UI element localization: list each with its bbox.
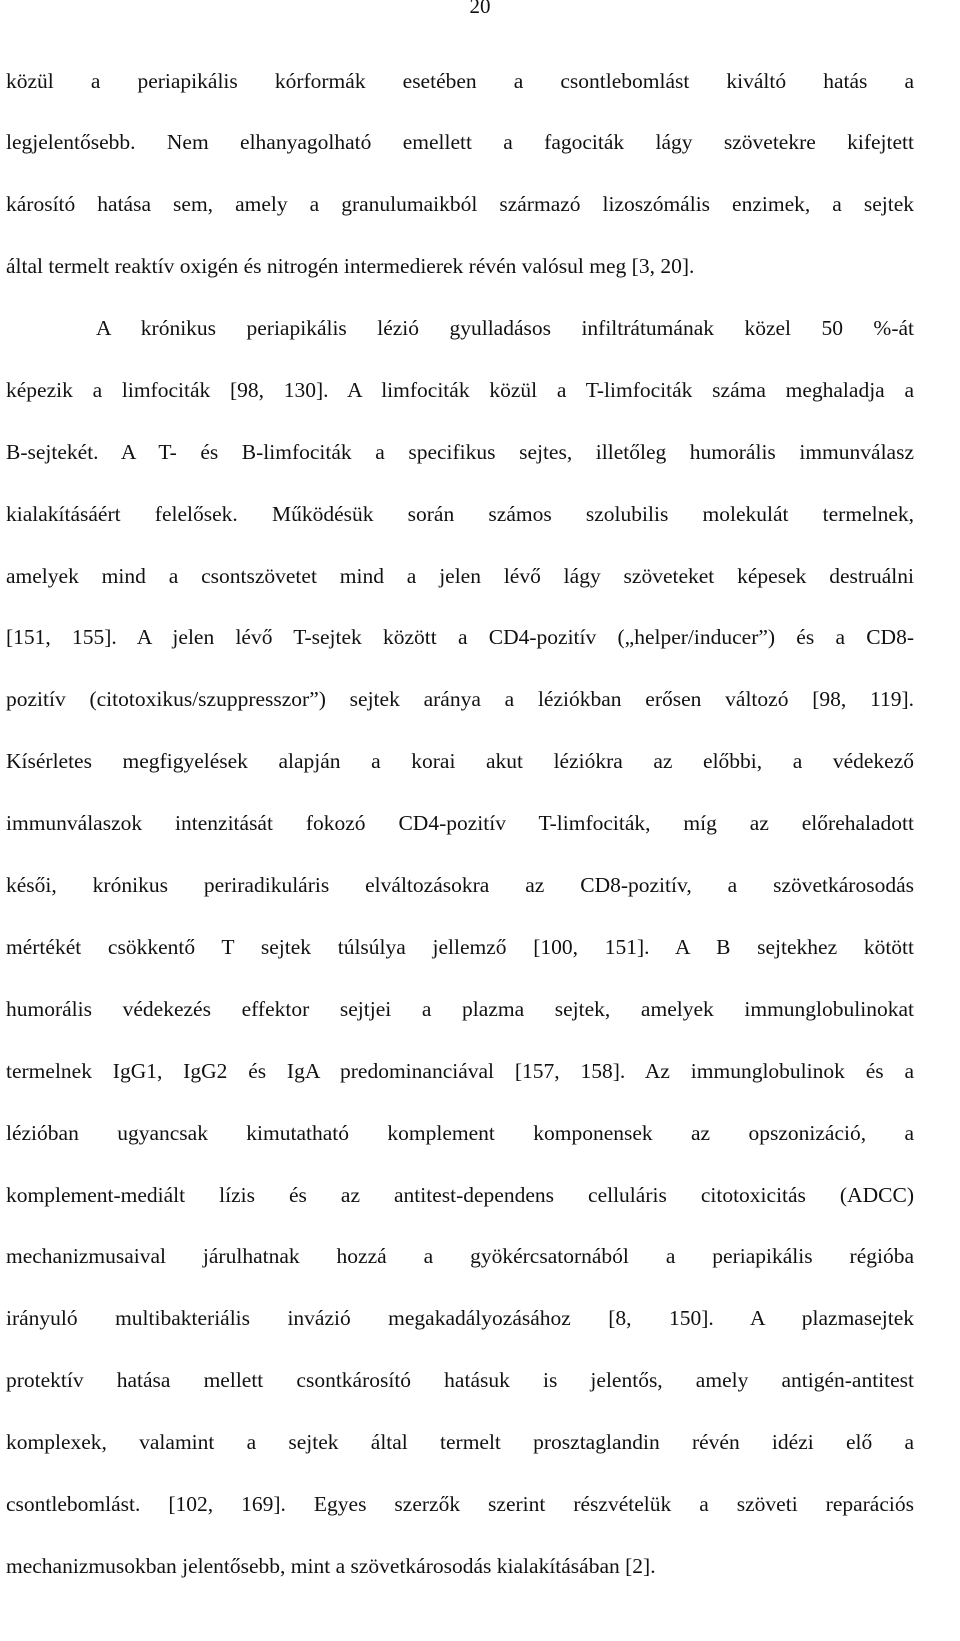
text-line: mechanizmusokban jelentősebb, mint a szövetkárosodás kialakításában [2].: [6, 1554, 656, 1578]
text-line: lézióban ugyancsak kimutatható komplement komponensek az opszonizáció, a: [6, 1121, 914, 1145]
text-line: kialakításáért felelősek. Működésük során számos szolubilis molekulát termelnek,: [6, 502, 914, 526]
text-line: B-sejtekét. A T- és B-limfociták a specifikus sejtes, illetőleg humorális immunválasz: [6, 440, 914, 464]
text-line: humorális védekezés effektor sejtjei a plazma sejtek, amelyek immunglobulinokat: [6, 997, 914, 1021]
text-line: csontlebomlást. [102, 169]. Egyes szerzők szerint részvételük a szöveti reparációs: [6, 1492, 914, 1516]
page-number: 20: [469, 0, 491, 18]
text-line: immunválaszok intenzitását fokozó CD4-pozitív T-limfociták, míg az előrehaladott: [6, 811, 914, 835]
text-line: [151, 155]. A jelen lévő T-sejtek között a CD4-pozitív („helper/inducer”) és a CD8-: [6, 625, 914, 649]
text-line: irányuló multibakteriális invázió megakadályozásához [8, 150]. A plazmasejtek: [6, 1306, 914, 1330]
text-line: közül a periapikális kórformák esetében a csontlebomlást kiváltó hatás a: [6, 69, 914, 93]
text-line: amelyek mind a csontszövetet mind a jelen lévő lágy szöveteket képesek destruálni: [6, 564, 914, 588]
text-line: képezik a limfociták [98, 130]. A limfociták közül a T-limfociták száma meghaladja a: [6, 378, 914, 402]
text-line: által termelt reaktív oxigén és nitrogén intermedierek révén valósul meg [3, 20].: [6, 254, 695, 278]
text-line: komplement-mediált lízis és az antitest-dependens celluláris citotoxicitás (ADCC): [6, 1183, 914, 1207]
text-line: pozitív (citotoxikus/szuppresszor”) sejtek aránya a léziókban erősen változó [98, 119].: [6, 687, 914, 711]
text-line: késői, krónikus periradikuláris elváltozásokra az CD8-pozitív, a szövetkárosodás: [6, 873, 914, 897]
text-line: mechanizmusaival járulhatnak hozzá a gyökércsatornából a periapikális régióba: [6, 1244, 914, 1268]
text-line: mértékét csökkentő T sejtek túlsúlya jellemző [100, 151]. A B sejtekhez kötött: [6, 935, 914, 959]
text-line: protektív hatása mellett csontkárosító hatásuk is jelentős, amely antigén-antitest: [6, 1368, 914, 1392]
text-line: legjelentősebb. Nem elhanyagolható emellett a fagociták lágy szövetekre kifejtett: [6, 130, 914, 154]
text-line: károsító hatása sem, amely a granulumaikból származó lizoszómális enzimek, a sejtek: [6, 192, 914, 216]
text-line: Kísérletes megfigyelések alapján a korai akut léziókra az előbbi, a védekező: [6, 749, 914, 773]
text-line: A krónikus periapikális lézió gyulladásos infiltrátumának közel 50 %-át: [96, 316, 914, 340]
text-line: termelnek IgG1, IgG2 és IgA predominanciával [157, 158]. Az immunglobulinok és a: [6, 1059, 914, 1083]
text-line: komplexek, valamint a sejtek által termelt prosztaglandin révén idézi elő a: [6, 1430, 914, 1454]
